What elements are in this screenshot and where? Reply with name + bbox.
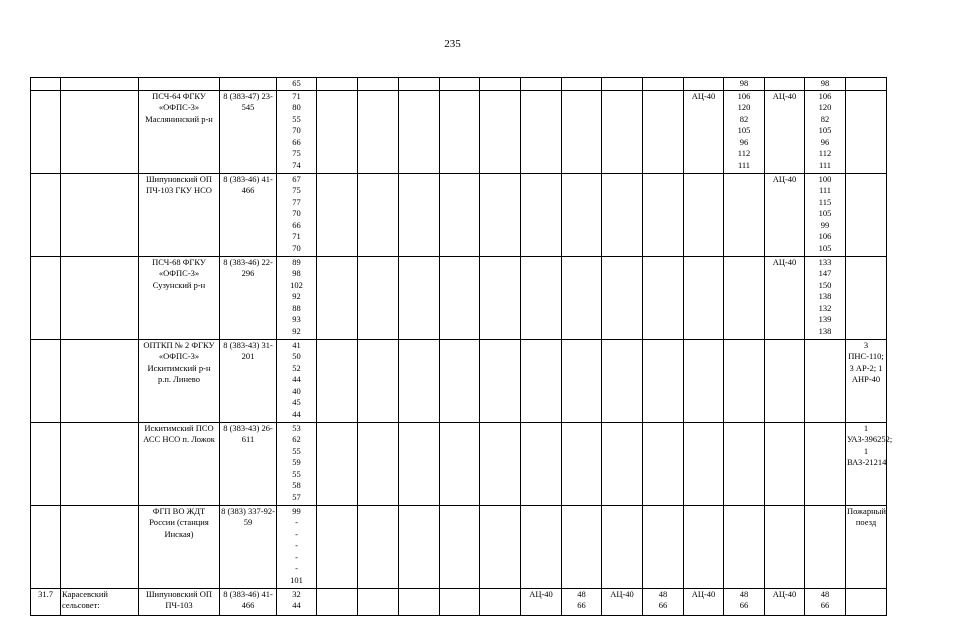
vehicle-type <box>765 78 805 91</box>
time-values-value: 106 <box>737 90 751 101</box>
settlement-name <box>61 78 139 91</box>
settlement-name <box>61 90 139 173</box>
empty-cell <box>480 78 521 91</box>
row-index <box>31 256 61 339</box>
vehicle-type: АЦ-40 <box>684 90 724 173</box>
notes <box>846 173 887 256</box>
empty-cell <box>399 505 440 588</box>
time-values-value: 105 <box>818 125 832 135</box>
empty-cell <box>643 90 684 173</box>
time-values <box>643 588 684 615</box>
vehicle-type: АЦ-40 <box>684 588 724 615</box>
empty-cell <box>602 422 643 505</box>
empty-cell <box>399 588 440 615</box>
distance-values-value: 98 <box>292 268 301 278</box>
settlement-name <box>61 173 139 256</box>
distance-values-value: 88 <box>292 302 301 313</box>
distance-values-value: 74 <box>292 159 301 170</box>
empty-cell <box>562 173 602 256</box>
distance-values-value: 70 <box>292 242 301 253</box>
empty-cell <box>440 505 480 588</box>
distance-values-value: 40 <box>292 385 301 396</box>
distance-values-value: 50 <box>292 351 301 361</box>
phone: 8 (383-46) 22-296 <box>220 256 277 339</box>
empty-cell <box>643 173 684 256</box>
empty-cell <box>562 78 602 91</box>
table-row <box>31 422 953 505</box>
time-values-value: 139 <box>818 314 832 324</box>
unit-name: ФГП ВО ЖДТ России (станция Инская) <box>139 505 220 588</box>
time-values-value: 112 <box>737 148 751 158</box>
empty-cell <box>358 588 399 615</box>
empty-cell <box>643 256 684 339</box>
distance-values-value: 55 <box>292 445 301 456</box>
empty-cell <box>562 256 602 339</box>
time-values <box>805 78 846 91</box>
empty-cell <box>521 78 562 91</box>
distance-values-value: - <box>295 528 298 539</box>
time-values <box>805 505 846 588</box>
empty-cell <box>521 422 562 505</box>
empty-cell <box>317 422 358 505</box>
time-values-value: 48 <box>739 588 749 599</box>
empty-cell <box>643 505 684 588</box>
empty-cell <box>358 505 399 588</box>
unit-name: Искитимский ПСО АСС НСО п. Ложок <box>139 422 220 505</box>
distance-values-value: 52 <box>292 362 301 373</box>
empty-cell <box>521 256 562 339</box>
empty-cell <box>480 505 521 588</box>
time-values-value: 115 <box>818 196 832 207</box>
row-index <box>31 90 61 173</box>
distance-values-value: 44 <box>292 374 301 384</box>
time-values-value: 48 <box>820 588 830 599</box>
phone: 8 (383-47) 23-545 <box>220 90 277 173</box>
time-values-value: 138 <box>818 325 832 336</box>
vehicle-type <box>684 422 724 505</box>
distance-values-value: 75 <box>292 148 301 158</box>
distance-values-value: 102 <box>290 279 303 290</box>
time-values <box>805 256 846 339</box>
distance-values-value: 44 <box>292 408 301 419</box>
empty-cell <box>440 173 480 256</box>
time-values <box>724 422 765 505</box>
vehicle-type: АЦ-40 <box>765 90 805 173</box>
empty-cell <box>358 90 399 173</box>
unit-name: ОПТКП № 2 ФГКУ «ОФПС-3» Искитимский р-н р.п. Линево <box>139 339 220 422</box>
distance-values <box>277 339 317 422</box>
fire-departments-table <box>30 77 953 616</box>
time-values-value: 66 <box>658 600 668 610</box>
distance-values-value: 70 <box>292 125 301 135</box>
page-number: 235 <box>444 38 461 50</box>
time-values <box>724 256 765 339</box>
notes <box>846 78 887 91</box>
time-values-value: 150 <box>818 279 832 290</box>
empty-cell <box>602 339 643 422</box>
settlement-name <box>61 339 139 422</box>
time-values-value: 106 <box>818 231 832 241</box>
distance-values-value: 92 <box>292 325 301 336</box>
distance-values-value: - <box>295 563 298 573</box>
time-values <box>724 588 765 615</box>
empty-cell <box>562 422 602 505</box>
empty-cell <box>521 90 562 173</box>
vehicle-type <box>684 256 724 339</box>
time-values-value: 48 <box>577 588 586 599</box>
distance-values <box>277 78 317 91</box>
time-values-value: 66 <box>820 600 830 610</box>
time-values-value: 105 <box>818 208 832 218</box>
distance-values-value: - <box>295 540 298 550</box>
time-values <box>724 505 765 588</box>
phone <box>220 78 277 91</box>
distance-values-value: 55 <box>292 113 301 124</box>
empty-cell <box>480 422 521 505</box>
distance-values-value: 92 <box>292 291 301 301</box>
unit-name: ПСЧ-64 ФГКУ «ОФПС-3» Маслянинский р-н <box>139 90 220 173</box>
time-values <box>805 90 846 173</box>
distance-values-value: 80 <box>292 102 301 112</box>
time-values <box>805 422 846 505</box>
phone: 8 (383) 337-92-59 <box>220 505 277 588</box>
empty-cell <box>480 588 521 615</box>
distance-values-value: 70 <box>292 208 301 218</box>
row-index: 31.7 <box>31 588 61 615</box>
table-row <box>31 90 953 173</box>
table-row <box>31 78 953 91</box>
empty-cell <box>602 90 643 173</box>
vehicle-type <box>684 78 724 91</box>
vehicle-type <box>765 505 805 588</box>
row-index <box>31 505 61 588</box>
empty-cell <box>358 256 399 339</box>
empty-cell <box>480 90 521 173</box>
table-row <box>31 173 953 256</box>
empty-cell <box>399 339 440 422</box>
empty-cell <box>317 78 358 91</box>
vehicle-type: АЦ-40 <box>765 256 805 339</box>
distance-values-value: 75 <box>292 185 301 195</box>
distance-values-value: 77 <box>292 196 301 207</box>
time-values <box>562 588 602 615</box>
phone: 8 (383-46) 41-466 <box>220 588 277 615</box>
empty-cell <box>562 339 602 422</box>
distance-values-value: 57 <box>292 491 301 502</box>
time-values-value: 120 <box>737 102 751 112</box>
time-values-value: 111 <box>818 185 832 195</box>
row-index <box>31 173 61 256</box>
notes: 1 УАЗ-396252; 1 ВАЗ-21214 <box>846 422 887 505</box>
time-values <box>805 588 846 615</box>
time-values-value: 99 <box>820 219 830 230</box>
distance-values-value: 67 <box>292 173 301 184</box>
phone: 8 (383-43) 31-201 <box>220 339 277 422</box>
distance-values <box>277 90 317 173</box>
vehicle-type <box>765 339 805 422</box>
distance-values <box>277 588 317 615</box>
empty-cell <box>643 78 684 91</box>
unit-name: Шипуновский ОП ПЧ-103 ГКУ НСО <box>139 173 220 256</box>
time-values-value: 66 <box>739 600 749 610</box>
empty-cell <box>602 256 643 339</box>
empty-cell <box>399 422 440 505</box>
time-values-value: 66 <box>577 600 586 610</box>
distance-values-value: 62 <box>292 434 301 444</box>
empty-cell <box>440 78 480 91</box>
empty-cell <box>480 173 521 256</box>
vehicle-type: АЦ-40 <box>521 588 562 615</box>
empty-cell <box>602 505 643 588</box>
distance-values-value: 101 <box>290 574 303 585</box>
settlement-name <box>61 505 139 588</box>
vehicle-type: АЦ-40 <box>765 173 805 256</box>
distance-values <box>277 422 317 505</box>
vehicle-type: АЦ-40 <box>602 588 643 615</box>
empty-cell <box>562 90 602 173</box>
distance-values-value: 32 <box>292 588 301 599</box>
time-values-value: 112 <box>818 148 832 158</box>
distance-values <box>277 173 317 256</box>
time-values <box>805 173 846 256</box>
empty-cell <box>440 256 480 339</box>
empty-cell <box>317 339 358 422</box>
empty-cell <box>643 422 684 505</box>
vehicle-type <box>684 505 724 588</box>
empty-cell <box>358 173 399 256</box>
time-values-value: 82 <box>820 113 830 124</box>
empty-cell <box>480 339 521 422</box>
time-values-value: 105 <box>737 125 751 135</box>
empty-cell <box>562 505 602 588</box>
empty-cell <box>440 422 480 505</box>
phone: 8 (383-46) 41-466 <box>220 173 277 256</box>
settlement-name <box>61 422 139 505</box>
distance-values-value: 53 <box>292 422 301 433</box>
time-values-value: 96 <box>820 136 830 147</box>
settlement-name: Карасевский сельсовет: <box>61 588 139 615</box>
time-values-value: 98 <box>739 78 749 88</box>
distance-values-value: 93 <box>292 314 301 324</box>
time-values <box>805 339 846 422</box>
time-values-value: 48 <box>658 588 668 599</box>
empty-cell <box>317 90 358 173</box>
time-values-value: 147 <box>818 268 832 278</box>
time-values-value: 105 <box>818 242 832 253</box>
empty-cell <box>521 339 562 422</box>
distance-values-value: 58 <box>292 480 301 490</box>
empty-cell <box>317 588 358 615</box>
distance-values-value: 66 <box>292 136 301 147</box>
distance-values-value: 44 <box>292 600 301 610</box>
empty-cell <box>399 90 440 173</box>
vehicle-type <box>765 422 805 505</box>
empty-cell <box>399 256 440 339</box>
row-index <box>31 339 61 422</box>
distance-values-value: 45 <box>292 397 301 407</box>
notes: 3 ПНС-110; 3 АР-2; 1 АНР-40 <box>846 339 887 422</box>
empty-cell <box>358 422 399 505</box>
time-values-value: 100 <box>818 173 832 184</box>
settlement-name <box>61 256 139 339</box>
distance-values-value: 71 <box>292 231 301 241</box>
notes <box>846 588 887 615</box>
time-values-value: 82 <box>739 113 749 124</box>
empty-cell <box>317 505 358 588</box>
distance-values-value: - <box>295 551 298 562</box>
distance-values-value: 89 <box>292 256 301 267</box>
empty-cell <box>440 90 480 173</box>
time-values-value: 132 <box>818 302 832 313</box>
distance-values-value: 41 <box>292 339 301 350</box>
time-values-value: 106 <box>818 90 832 101</box>
vehicle-type <box>684 173 724 256</box>
phone: 8 (383-43) 26-611 <box>220 422 277 505</box>
empty-cell <box>521 173 562 256</box>
distance-values <box>277 256 317 339</box>
vehicle-type <box>684 339 724 422</box>
table-row <box>31 505 953 588</box>
empty-cell <box>358 78 399 91</box>
distance-values-value: 65 <box>292 78 301 88</box>
unit-name <box>139 78 220 91</box>
time-values-value: 133 <box>818 256 832 267</box>
notes <box>846 90 887 173</box>
distance-values-value: 66 <box>292 219 301 230</box>
empty-cell <box>440 588 480 615</box>
time-values-value: 138 <box>818 291 832 301</box>
empty-cell <box>399 78 440 91</box>
notes: Пожарный поезд <box>846 505 887 588</box>
time-values <box>724 339 765 422</box>
distance-values <box>277 505 317 588</box>
time-values-value: 111 <box>818 159 832 170</box>
time-values <box>724 173 765 256</box>
empty-cell <box>521 505 562 588</box>
distance-values-value: 55 <box>292 468 301 479</box>
distance-values-value: 99 <box>292 505 301 516</box>
time-values-value: 98 <box>820 78 830 88</box>
row-index <box>31 422 61 505</box>
notes <box>846 256 887 339</box>
vehicle-type: АЦ-40 <box>765 588 805 615</box>
distance-values-value: 59 <box>292 457 301 467</box>
empty-cell <box>317 256 358 339</box>
table-row <box>31 339 953 422</box>
unit-name: ПСЧ-68 ФГКУ «ОФПС-3» Сузунский р-н <box>139 256 220 339</box>
distance-values-value: 71 <box>292 90 301 101</box>
distance-values-value: - <box>295 517 298 527</box>
time-values <box>724 78 765 91</box>
time-values <box>724 90 765 173</box>
empty-cell <box>602 173 643 256</box>
table-row <box>31 256 953 339</box>
empty-cell <box>602 78 643 91</box>
time-values-value: 120 <box>818 102 832 112</box>
empty-cell <box>358 339 399 422</box>
time-values-value: 111 <box>737 159 751 170</box>
row-index <box>31 78 61 91</box>
empty-cell <box>440 339 480 422</box>
table-row <box>31 588 953 615</box>
time-values-value: 96 <box>739 136 749 147</box>
unit-name: Шипуновский ОП ПЧ-103 <box>139 588 220 615</box>
empty-cell <box>317 173 358 256</box>
empty-cell <box>399 173 440 256</box>
empty-cell <box>480 256 521 339</box>
empty-cell <box>643 339 684 422</box>
